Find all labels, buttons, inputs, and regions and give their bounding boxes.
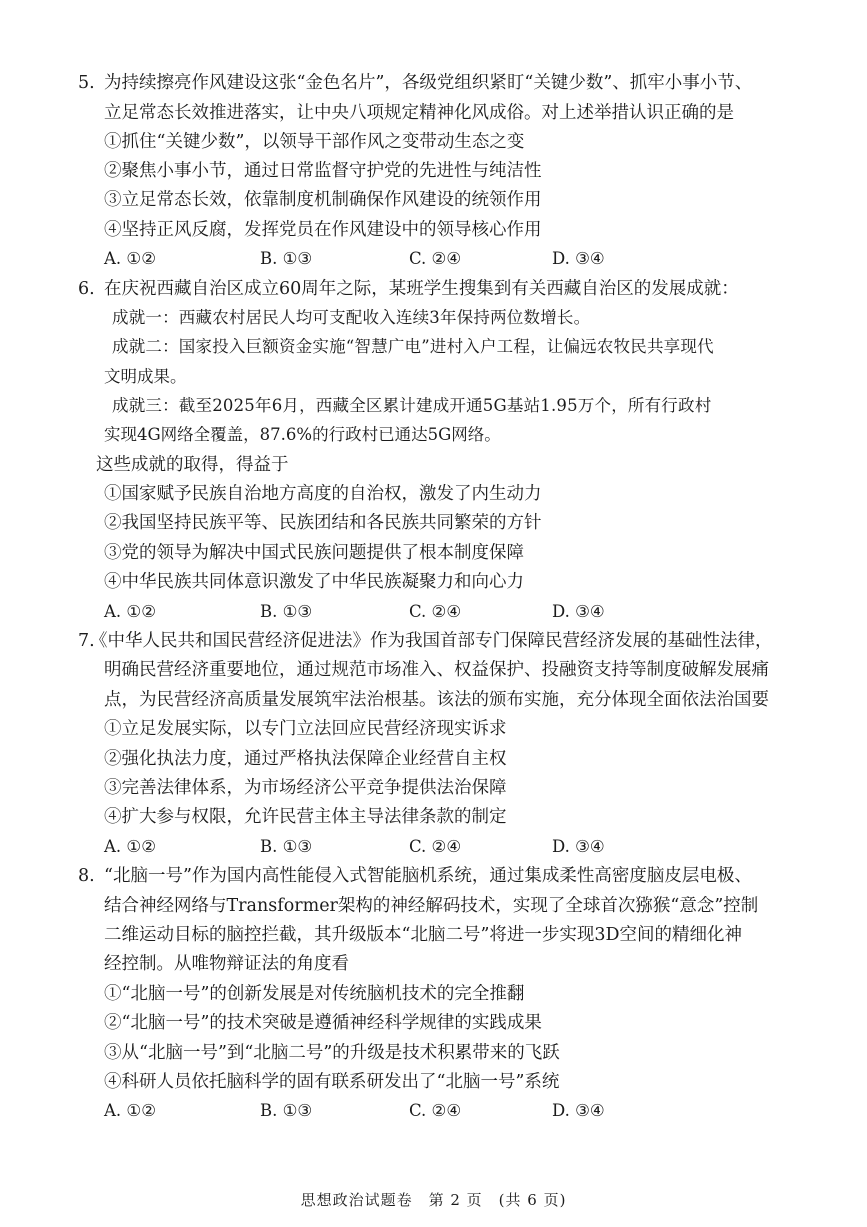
question-stem-line: 在庆祝西藏自治区成立60周年之际，某班学生搜集到有关西藏自治区的发展成就： bbox=[104, 279, 739, 299]
material-3-cont: 实现4G网络全覆盖，87.6%的行政村已通达5G网络。 bbox=[104, 425, 501, 444]
question-lead: 这些成就的取得，得益于 bbox=[96, 455, 289, 475]
option-c: C. ②④ bbox=[409, 1101, 462, 1120]
question-stem-line: 经控制。从唯物辩证法的角度看 bbox=[104, 954, 349, 974]
material-2: 成就二：国家投入巨额资金实施“智慧广电”进村入户工程，让偏远农牧民共享现代 bbox=[112, 337, 714, 356]
option-b: B. ①③ bbox=[260, 602, 313, 621]
answer-options bbox=[104, 247, 787, 271]
option-b: B. ①③ bbox=[260, 837, 313, 856]
statement-3: ③党的领导为解决中国式民族问题提供了根本制度保障 bbox=[104, 543, 524, 563]
material-2-cont: 文明成果。 bbox=[104, 367, 187, 386]
option-d: D. ③④ bbox=[552, 249, 605, 268]
question-stem-line: 点，为民营经济高质量发展筑牢法治根基。该法的颁布实施，充分体现全面依法治国要 bbox=[104, 690, 769, 710]
statement-2: ②“北脑一号”的技术突破是遵循神经科学规律的实践成果 bbox=[104, 1013, 542, 1033]
statement-2: ②聚焦小事小节，通过日常监督守护党的先进性与纯洁性 bbox=[104, 161, 542, 181]
option-a: A. ①② bbox=[104, 602, 156, 621]
option-d: D. ③④ bbox=[552, 602, 605, 621]
statement-4: ④扩大参与权限，允许民营主体主导法律条款的制定 bbox=[104, 807, 507, 827]
question-stem-line: 为持续擦亮作风建设这张“金色名片”，各级党组织紧盯“关键少数”、抓牢小事小节、 bbox=[104, 73, 753, 93]
statement-4: ④坚持正风反腐，发挥党员在作风建设中的领导核心作用 bbox=[104, 220, 542, 240]
question-stem-line: 立足常态长效推进落实，让中央八项规定精神化风成俗。对上述举措认识正确的是 bbox=[104, 103, 734, 123]
option-c: C. ②④ bbox=[409, 837, 462, 856]
option-a: A. ①② bbox=[104, 1101, 156, 1120]
statement-1: ①国家赋予民族自治地方高度的自治权，激发了内生动力 bbox=[104, 484, 542, 504]
option-c: C. ②④ bbox=[409, 602, 462, 621]
material-1: 成就一：西藏农村居民人均可支配收入连续3年保持两位数增长。 bbox=[112, 308, 591, 327]
statement-1: ①“北脑一号”的创新发展是对传统脑机技术的完全推翻 bbox=[104, 984, 525, 1004]
option-a: A. ①② bbox=[104, 837, 156, 856]
statement-3: ③从“北脑一号”到“北脑二号”的升级是技术积累带来的飞跃 bbox=[104, 1043, 560, 1063]
question-stem-line: 结合神经网络与Transformer架构的神经解码技术，实现了全球首次猕猴“意念”控制 bbox=[104, 896, 759, 916]
option-b: B. ①③ bbox=[260, 249, 313, 268]
statement-2: ②我国坚持民族平等、民族团结和各民族共同繁荣的方针 bbox=[104, 513, 542, 533]
page-footer: 思想政治试题卷 第 2 页 (共 6 页) bbox=[300, 1191, 567, 1209]
question-number: 6. bbox=[78, 279, 95, 299]
statement-4: ④中华民族共同体意识激发了中华民族凝聚力和向心力 bbox=[104, 572, 524, 592]
option-a: A. ①② bbox=[104, 249, 156, 268]
statement-4: ④科研人员依托脑科学的固有联系研发出了“北脑一号”系统 bbox=[104, 1072, 560, 1092]
statement-2: ②强化执法力度，通过严格执法保障企业经营自主权 bbox=[104, 749, 507, 769]
question-stem-line: 二维运动目标的脑控拦截，其升级版本“北脑二号”将进一步实现3D空间的精细化神 bbox=[104, 925, 743, 945]
statement-3: ③立足常态长效，依靠制度机制确保作风建设的统领作用 bbox=[104, 190, 542, 210]
question-number: 5. bbox=[78, 73, 95, 93]
option-b: B. ①③ bbox=[260, 1101, 313, 1120]
answer-options bbox=[104, 1099, 787, 1123]
statement-3: ③完善法律体系，为市场经济公平竞争提供法治保障 bbox=[104, 778, 507, 798]
option-d: D. ③④ bbox=[552, 1101, 605, 1120]
option-d: D. ③④ bbox=[552, 837, 605, 856]
statement-1: ①立足发展实际，以专门立法回应民营经济现实诉求 bbox=[104, 719, 507, 739]
question-stem-line: “北脑一号”作为国内高性能侵入式智能脑机系统，通过集成柔性高密度脑皮层电极、 bbox=[104, 866, 752, 886]
statement-1: ①抓住“关键少数”，以领导干部作风之变带动生态之变 bbox=[104, 132, 525, 152]
question-number: 8. bbox=[78, 866, 95, 886]
answer-options bbox=[104, 835, 787, 859]
material-3: 成就三：截至2025年6月，西藏全区累计建成开通5G基站1.95万个，所有行政村 bbox=[112, 396, 712, 415]
question-number: 7. bbox=[78, 631, 95, 651]
option-c: C. ②④ bbox=[409, 249, 462, 268]
question-stem-line: 明确民营经济重要地位，通过规范市场准入、权益保护、投融资支持等制度破解发展痛 bbox=[104, 660, 769, 680]
answer-options bbox=[104, 600, 787, 624]
question-stem-line: 《中华人民共和国民营经济促进法》作为我国首部专门保障民营经济发展的基础性法律， bbox=[90, 631, 773, 651]
